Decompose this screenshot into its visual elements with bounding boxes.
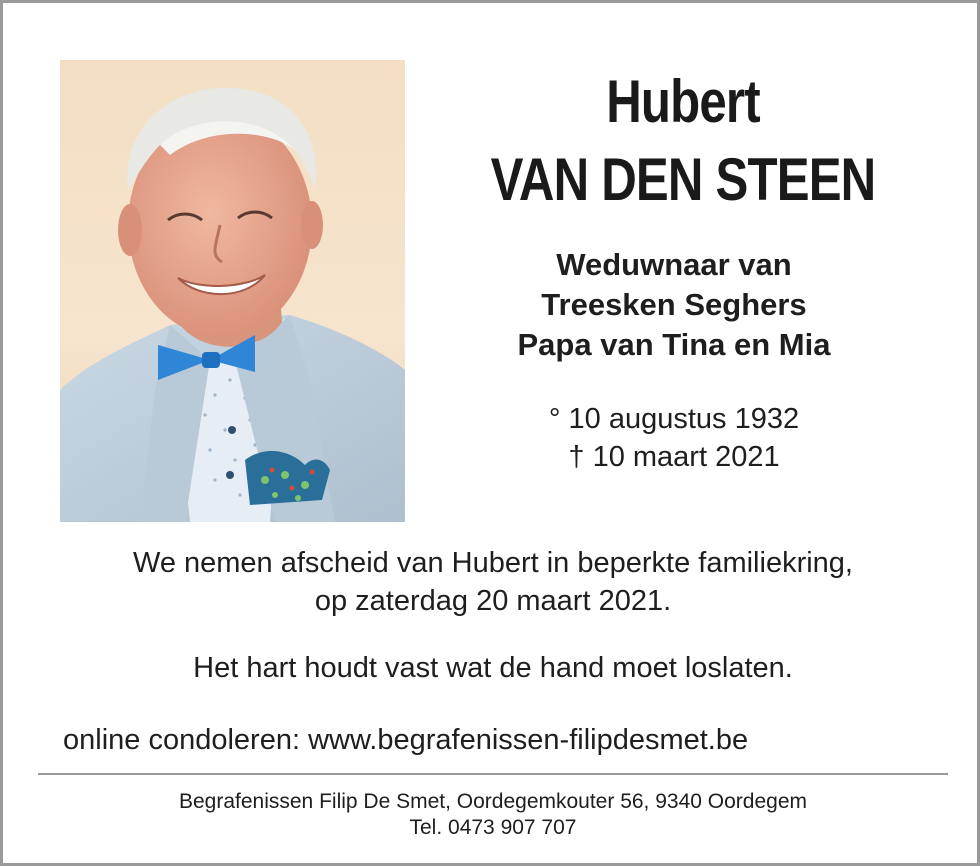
farewell-text xyxy=(23,544,963,620)
relations-block xyxy=(423,245,925,365)
last-name: VAN DEN STEEN xyxy=(490,146,876,213)
portrait-illustration xyxy=(60,60,405,522)
funeral-home-footer xyxy=(23,789,963,841)
relation-line: Weduwnaar van xyxy=(556,247,792,282)
relation-line: Papa van Tina en Mia xyxy=(517,327,831,362)
funeral-home-phone: Tel. 0473 907 707 xyxy=(409,816,577,839)
relation-line: Treesken Seghers xyxy=(541,287,807,322)
portrait-photo xyxy=(60,60,405,522)
birth-date: ° 10 augustus 1932 xyxy=(548,403,800,435)
death-date: † 10 maart 2021 xyxy=(568,441,780,473)
online-condolence-text: online condoleren: www.begrafenissen-filipdesmet.be xyxy=(63,724,749,756)
funeral-home-address: Begrafenissen Filip De Smet, Oordegemkouter 56, 9340 Oordegem xyxy=(178,790,807,813)
footer-divider xyxy=(38,773,948,775)
memorial-quote: Het hart houdt vast wat de hand moet loslaten. xyxy=(193,652,793,684)
dates-block xyxy=(423,400,925,476)
farewell-line: op zaterdag 20 maart 2021. xyxy=(314,585,672,617)
first-name: Hubert xyxy=(606,68,760,135)
deceased-name xyxy=(423,63,943,219)
farewell-line: We nemen afscheid van Hubert in beperkte familiekring, xyxy=(132,547,853,579)
